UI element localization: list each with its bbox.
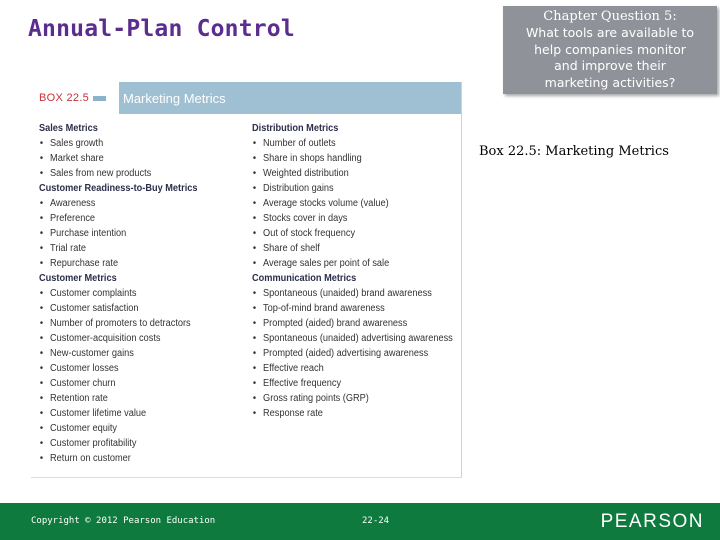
metric-list-item: • Average stocks volume (value) [252,196,453,211]
metric-list-item: • Response rate [252,406,453,421]
copyright-text: Copyright © 2012 Pearson Education [31,516,216,526]
right-metrics-column [252,121,453,421]
metric-list-item: • Share of shelf [252,241,453,256]
metric-list-item: • Number of outlets [252,136,453,151]
metrics-section-heading: Customer Metrics [39,273,117,284]
metrics-section-heading: Distribution Metrics [252,123,339,134]
metric-list-item: • Share in shops handling [252,151,453,166]
box-label [31,82,119,114]
metric-list-item: • Market share [39,151,197,166]
box-title: Marketing Metrics [123,90,226,106]
metric-list-item: • Customer-acquisition costs [39,331,197,346]
question-heading: Chapter Question 5: [543,8,677,24]
question-line: and improve their [554,58,666,74]
question-line: help companies monitor [534,41,686,57]
metric-list-item: • Effective reach [252,361,453,376]
metric-list-item: • Sales from new products [39,166,197,181]
metric-list-item: • Sales growth [39,136,197,151]
metric-list-item: • Effective frequency [252,376,453,391]
metrics-section-heading: Communication Metrics [252,273,357,284]
metric-list-item: • Top-of-mind brand awareness [252,301,453,316]
metric-list-item: • Preference [39,211,197,226]
metric-list-item: • Customer churn [39,376,197,391]
metric-list-item: • Customer complaints [39,286,197,301]
metric-list-item: • New-customer gains [39,346,197,361]
metrics-section-heading: Customer Readiness-to-Buy Metrics [39,183,198,194]
metric-list-item: • Weighted distribution [252,166,453,181]
metric-list-item: • Number of promoters to detractors [39,316,197,331]
page-number: 22-24 [362,516,390,526]
metric-list-item: • Awareness [39,196,197,211]
box-marker-icon [93,96,106,101]
metric-list-item: • Purchase intention [39,226,197,241]
metric-list-item: • Gross rating points (GRP) [252,391,453,406]
metric-list-item: • Customer lifetime value [39,406,197,421]
metric-list-item: • Spontaneous (unaided) brand awareness [252,286,453,301]
question-line: marketing activities? [544,74,676,90]
metric-list-item: • Average sales per point of sale [252,256,453,271]
box-number: BOX 22.5 [39,92,90,104]
metric-list-item: • Prompted (aided) brand awareness [252,316,453,331]
chapter-question-box [503,6,717,94]
metric-list-item: • Prompted (aided) advertising awareness [252,346,453,361]
metric-list-item: • Customer profitability [39,436,197,451]
figure-caption: Box 22.5: Marketing Metrics [479,144,669,159]
left-metrics-column [39,121,197,466]
metrics-section-heading: Sales Metrics [39,123,98,134]
metric-list-item: • Retention rate [39,391,197,406]
metric-list-item: • Customer equity [39,421,197,436]
metric-list-item: • Customer losses [39,361,197,376]
box-banner [119,82,461,114]
footer-bar [0,503,720,540]
metric-list-item: • Return on customer [39,451,197,466]
metric-list-item: • Out of stock frequency [252,226,453,241]
metric-list-item: • Trial rate [39,241,197,256]
question-line: What tools are available to [525,25,695,41]
metric-list-item: • Stocks cover in days [252,211,453,226]
metric-list-item: • Customer satisfaction [39,301,197,316]
metric-list-item: • Repurchase rate [39,256,197,271]
marketing-metrics-box [31,82,462,478]
box-header [31,82,461,114]
slide-title: Annual-Plan Control [28,16,295,42]
metric-list-item: • Spontaneous (unaided) advertising awareness [252,331,453,346]
pearson-logo: PEARSON [600,511,704,532]
metric-list-item: • Distribution gains [252,181,453,196]
